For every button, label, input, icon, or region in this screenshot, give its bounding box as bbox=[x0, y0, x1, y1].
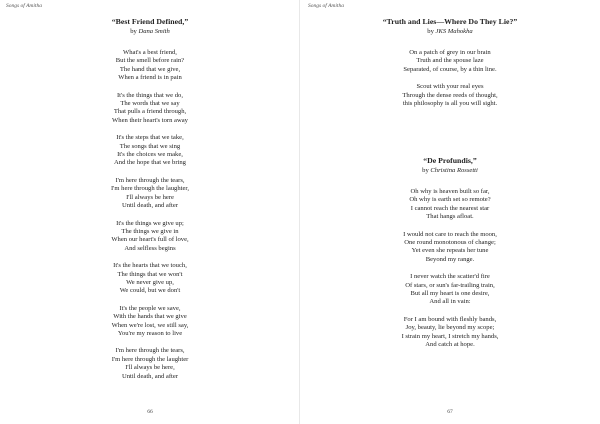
stanza bbox=[300, 49, 600, 74]
stanza bbox=[0, 347, 300, 381]
stanza bbox=[0, 49, 300, 83]
stanza bbox=[0, 262, 300, 296]
poem-line: I'm here through the tears, bbox=[115, 347, 185, 355]
poem-body bbox=[0, 49, 300, 381]
poem-title: “Truth and Lies—Where Do They Lie?” bbox=[382, 17, 518, 26]
poem-line: When their heart's torn away bbox=[112, 116, 188, 124]
poem-byline bbox=[300, 166, 600, 175]
byline-prefix: by bbox=[422, 167, 429, 174]
right-page bbox=[300, 0, 600, 424]
running-head-right: Songs of Amitha bbox=[308, 3, 344, 9]
page-number-right: 67 bbox=[447, 409, 453, 415]
stanza bbox=[300, 273, 600, 307]
poem-line: I'll always be here bbox=[126, 193, 174, 201]
poem-line: But the smell before rain? bbox=[115, 57, 185, 65]
poem-line: But all my heart is one desire, bbox=[410, 290, 490, 298]
byline-prefix: by bbox=[427, 28, 434, 35]
poem-line: I'm here through the laughter bbox=[111, 355, 189, 363]
poem-line: Beyond my range. bbox=[425, 255, 475, 263]
poem-line: I'm here through the laughter, bbox=[110, 185, 189, 193]
poem-line: What's a best friend, bbox=[123, 49, 177, 56]
poem-line: It's the things we give up; bbox=[116, 219, 184, 227]
poem-line: It's the hearts that we touch, bbox=[113, 262, 187, 270]
poem-best-friend bbox=[0, 17, 300, 390]
poem-line: For I am bound with fleshly bands, bbox=[403, 315, 497, 323]
stanza bbox=[300, 188, 600, 222]
poem-title: “De Profundis,” bbox=[423, 156, 477, 165]
poem-author: JKS Mahokha bbox=[435, 28, 473, 35]
poem-line: The songs that we sing bbox=[119, 142, 181, 150]
poem-line: It's the steps that we take, bbox=[116, 134, 184, 142]
stanza bbox=[300, 83, 600, 108]
stanza bbox=[0, 305, 300, 339]
poem-line: When our heart's full of love, bbox=[111, 236, 189, 244]
poem-line: It's the things that we do, bbox=[116, 91, 184, 99]
stanza bbox=[0, 92, 300, 126]
poem-line: Yet even she repeats her tune bbox=[411, 247, 489, 255]
poem-author: Christina Rossetti bbox=[430, 167, 478, 174]
poem-line: The words that we say bbox=[120, 100, 180, 108]
poem-line: Joy, beauty, lie beyond my scope; bbox=[405, 324, 495, 332]
poem-line: Until death, and after bbox=[121, 372, 179, 380]
poem-line: On a patch of grey in our brain bbox=[409, 49, 491, 56]
poem-line: I would not care to reach the moon, bbox=[403, 230, 497, 238]
poem-de-profundis bbox=[300, 156, 600, 359]
poem-line: The hand that we give, bbox=[119, 65, 181, 73]
poem-byline bbox=[0, 27, 300, 36]
stanza bbox=[300, 316, 600, 350]
page-number-left: 66 bbox=[147, 409, 153, 415]
poem-line: Through the dense reeds of thought, bbox=[402, 91, 498, 99]
poem-line: I cannot reach the nearest star bbox=[410, 204, 490, 212]
poem-line: And selfless begins bbox=[124, 244, 176, 252]
stanza bbox=[0, 177, 300, 211]
poem-line: You're my reason to live bbox=[117, 329, 183, 337]
poem-line: That hangs afloat. bbox=[426, 213, 474, 221]
poem-line: Oh why is earth set so remote? bbox=[409, 196, 491, 204]
poem-line: We never give up, bbox=[126, 278, 174, 286]
byline-prefix: by bbox=[130, 28, 137, 35]
poem-line: And the hope that we bring bbox=[114, 159, 186, 167]
poem-line: this philosophy is all you will sight. bbox=[402, 100, 498, 108]
poem-line: One round monotonous of change; bbox=[404, 239, 496, 247]
poem-line: I'm here through the tears, bbox=[115, 176, 185, 184]
poem-byline bbox=[300, 27, 600, 36]
poem-line: Truth and the spouse laze bbox=[416, 57, 484, 65]
poem-line: It's the people we save, bbox=[119, 304, 181, 312]
poem-line: I never watch the scatter'd fire bbox=[410, 273, 490, 281]
poem-line: I strain my heart, I stretch my hands, bbox=[401, 332, 499, 340]
poem-body bbox=[300, 188, 600, 350]
poem-line: We could, but we don't bbox=[119, 287, 181, 295]
poem-body bbox=[300, 49, 600, 108]
poem-line: I'll always be here, bbox=[125, 364, 175, 372]
poem-line: And catch at hope. bbox=[425, 341, 475, 349]
poem-line: The things we give in bbox=[121, 227, 179, 235]
poem-line: That pulls a friend through, bbox=[113, 108, 187, 116]
stanza bbox=[0, 134, 300, 168]
poem-line: It's the choices we make, bbox=[117, 151, 183, 159]
poem-truth-and-lies bbox=[300, 17, 600, 117]
poem-line: When we're lost, we still say, bbox=[111, 321, 189, 329]
poem-line: The things that we won't bbox=[117, 270, 183, 278]
poem-title: “Best Friend Defined,” bbox=[111, 17, 189, 26]
poem-line: When a friend is in pain bbox=[118, 74, 182, 82]
poem-line: Scout with your real eyes bbox=[416, 83, 484, 91]
poem-line: And all in vain: bbox=[429, 298, 471, 306]
poem-line: Until death, and after bbox=[121, 202, 179, 210]
poem-line: Separated, of course, by a thin line. bbox=[403, 65, 497, 73]
stanza bbox=[300, 231, 600, 265]
poem-line: Of stars, or sun's far-trailing train, bbox=[405, 281, 495, 289]
poem-author: Dana Smith bbox=[138, 28, 170, 35]
running-head-left: Songs of Amitha bbox=[6, 3, 42, 9]
poem-line: Oh why is heaven built so far, bbox=[410, 188, 490, 195]
stanza bbox=[0, 220, 300, 254]
poem-line: With the hands that we give bbox=[113, 313, 187, 321]
